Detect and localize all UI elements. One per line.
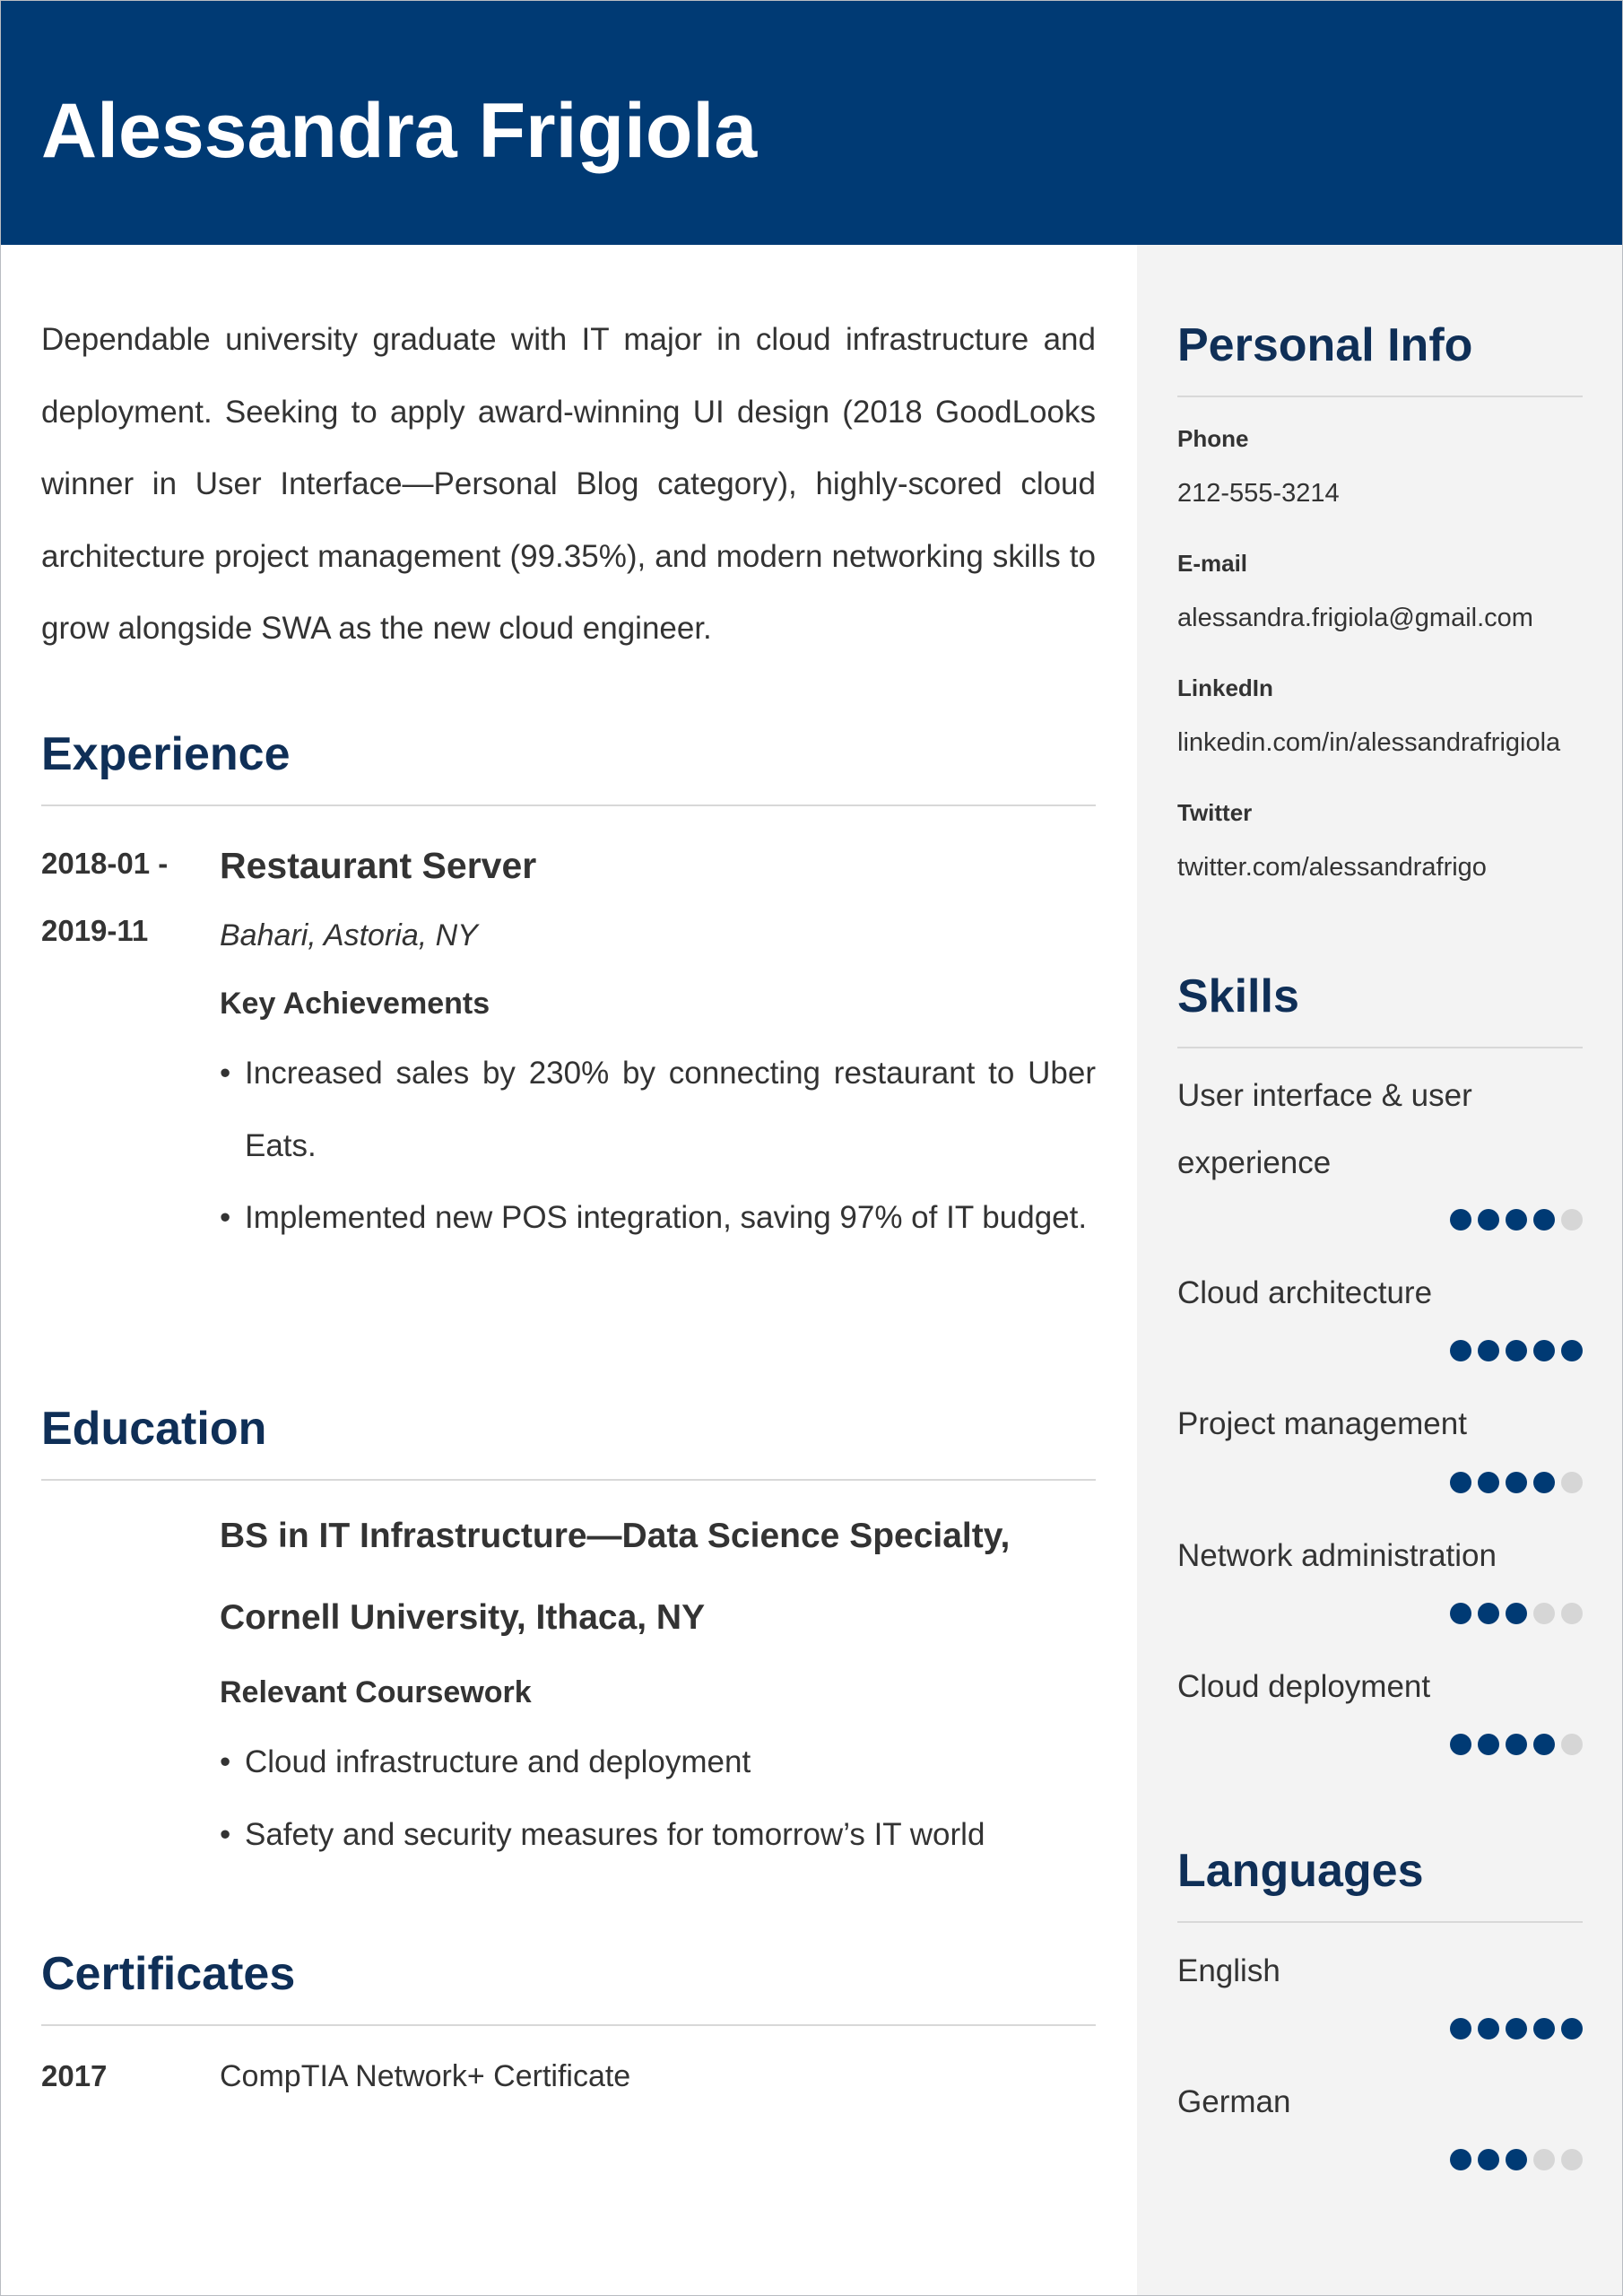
job-title: Restaurant Server	[220, 845, 537, 886]
achievement-item: • Implemented new POS integration, saving 97% of IT budget.	[220, 1182, 1096, 1255]
rating-dot-filled	[1533, 1340, 1555, 1361]
email-value: alessandra.frigiola@gmail.com	[1177, 604, 1533, 632]
rating-dot-empty	[1561, 2149, 1583, 2170]
language-rating	[1450, 2149, 1583, 2170]
skill-name: Project management	[1177, 1406, 1467, 1441]
skill-rating	[1450, 1734, 1583, 1755]
skill-rating	[1450, 1472, 1583, 1493]
rating-dot-filled	[1478, 2149, 1499, 2170]
rating-dot-filled	[1450, 1734, 1471, 1755]
skill-rating	[1450, 1209, 1583, 1231]
twitter-label: Twitter	[1177, 799, 1253, 826]
phone-label: Phone	[1177, 425, 1249, 452]
languages-heading: Languages	[1177, 1844, 1583, 1923]
rating-dot-empty	[1561, 1472, 1583, 1493]
skill-name: Cloud deployment	[1177, 1669, 1431, 1704]
rating-dot-empty	[1561, 1603, 1583, 1624]
coursework-item: • Safety and security measures for tomorrow’s IT world	[220, 1799, 1096, 1872]
achievements-label: Key Achievements	[220, 987, 490, 1021]
achievement-item: • Increased sales by 230% by connecting restaurant to Uber Eats.	[220, 1038, 1096, 1182]
skill-rating	[1450, 1603, 1583, 1624]
language-name: English	[1177, 1953, 1280, 1988]
candidate-name: Alessandra Frigiola	[41, 88, 758, 174]
twitter-value: twitter.com/alessandrafrigo	[1177, 853, 1487, 882]
rating-dot-filled	[1450, 1340, 1471, 1361]
rating-dot-filled	[1506, 1472, 1527, 1493]
skill-name: User interface & user experience	[1177, 1078, 1472, 1180]
rating-dot-filled	[1478, 1209, 1499, 1231]
linkedin-value: linkedin.com/in/alessandrafrigiola	[1177, 728, 1561, 757]
language-rating	[1450, 2018, 1583, 2039]
coursework-list	[220, 1726, 1096, 1871]
certificates-heading: Certificates	[41, 1947, 1096, 2026]
rating-dot-filled	[1450, 1209, 1471, 1231]
education-degree: BS in IT Infrastructure—Data Science Specialty, Cornell University, Ithaca, NY	[220, 1517, 1011, 1637]
rating-dot-empty	[1561, 1209, 1583, 1231]
phone-value: 212-555-3214	[1177, 479, 1340, 508]
certificate-name: CompTIA Network+ Certificate	[220, 2059, 631, 2093]
rating-dot-filled	[1533, 2018, 1555, 2039]
rating-dot-filled	[1561, 2018, 1583, 2039]
resume-header	[1, 1, 1623, 245]
email-label: E-mail	[1177, 550, 1248, 577]
rating-dot-filled	[1478, 1603, 1499, 1624]
skill-rating	[1450, 1340, 1583, 1361]
personal-info-heading: Personal Info	[1177, 318, 1583, 397]
skill-name: Network administration	[1177, 1538, 1497, 1573]
rating-dot-filled	[1506, 1209, 1527, 1231]
certificate-details	[220, 2042, 1096, 2110]
achievements-list	[220, 1038, 1096, 1255]
rating-dot-filled	[1506, 2018, 1527, 2039]
skill-name: Cloud architecture	[1177, 1275, 1433, 1310]
rating-dot-filled	[1506, 2149, 1527, 2170]
rating-dot-empty	[1533, 1603, 1555, 1624]
rating-dot-filled	[1478, 1340, 1499, 1361]
rating-dot-filled	[1450, 2018, 1471, 2039]
rating-dot-filled	[1533, 1472, 1555, 1493]
rating-dot-filled	[1506, 1340, 1527, 1361]
language-name: German	[1177, 2084, 1291, 2119]
rating-dot-filled	[1533, 1209, 1555, 1231]
rating-dot-filled	[1506, 1603, 1527, 1624]
rating-dot-filled	[1506, 1734, 1527, 1755]
rating-dot-filled	[1533, 1734, 1555, 1755]
experience-heading: Experience	[41, 727, 1096, 806]
summary-text: Dependable university graduate with IT major in cloud infrastructure and deployment. Seeking to apply award-winning UI design (2018 GoodLooks winner in User Interface—Personal Blog category), highly-scored cloud architecture project management (99.35%), and modern networking skills to grow alongside SWA as the new cloud engineer.	[41, 322, 1096, 646]
sidebar	[1137, 245, 1623, 2296]
rating-dot-filled	[1478, 1472, 1499, 1493]
rating-dot-empty	[1561, 1734, 1583, 1755]
job-place: Bahari, Astoria, NY	[220, 918, 478, 952]
experience-date: 2018-01 - 2019-11	[41, 847, 169, 947]
rating-dot-filled	[1450, 2149, 1471, 2170]
education-details	[220, 1495, 1096, 1871]
coursework-item: • Cloud infrastructure and deployment	[220, 1726, 1096, 1799]
rating-dot-filled	[1478, 1734, 1499, 1755]
skills-heading: Skills	[1177, 970, 1583, 1048]
coursework-label: Relevant Coursework	[220, 1675, 532, 1709]
rating-dot-filled	[1478, 2018, 1499, 2039]
certificate-year: 2017	[41, 2059, 108, 2092]
rating-dot-filled	[1450, 1472, 1471, 1493]
rating-dot-filled	[1561, 1340, 1583, 1361]
education-heading: Education	[41, 1402, 1096, 1481]
experience-details	[220, 830, 1096, 1255]
rating-dot-filled	[1450, 1603, 1471, 1624]
linkedin-label: LinkedIn	[1177, 674, 1273, 701]
rating-dot-empty	[1533, 2149, 1555, 2170]
